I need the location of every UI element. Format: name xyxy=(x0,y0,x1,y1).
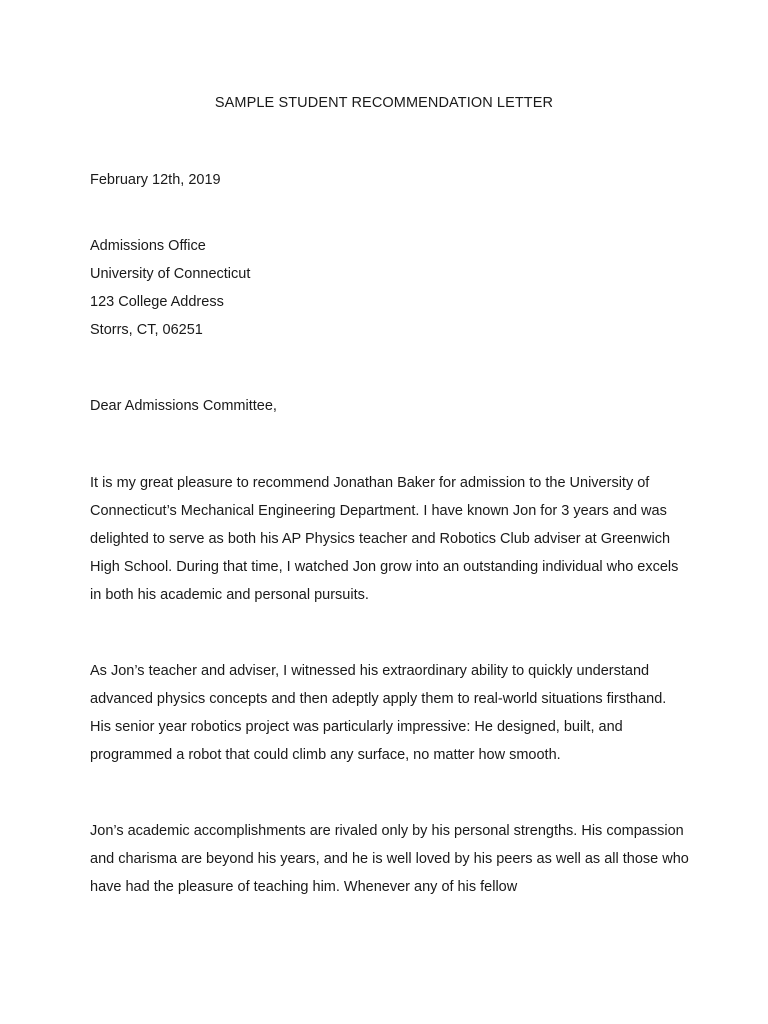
paragraph-1: It is my great pleasure to recommend Jonathan Baker for admission to the University of Connecticut’s Mechanical Engineering Department. I have known Jon for 3 years and was delighted to serve as both his AP Physics teacher and Robotics Club adviser at Greenwich High School. During that time, I watched Jon grow into an outstanding individual who excels in both his academic and personal pursuits. xyxy=(90,475,679,603)
address-line-1: Admissions Office xyxy=(90,238,206,254)
recipient-address xyxy=(90,232,690,344)
address-line-4: Storrs, CT, 06251 xyxy=(90,322,203,338)
letter-date: February 12th, 2019 xyxy=(90,172,221,188)
salutation: Dear Admissions Committee, xyxy=(90,398,277,414)
paragraph-3: Jon’s academic accomplishments are rivaled only by his personal strengths. His compassion and charisma are beyond his years, and he is well loved by his peers as well as all those who have had the pleasure of teaching him. Whenever any of his fellow xyxy=(90,823,689,895)
paragraph-2: As Jon’s teacher and adviser, I witnessed his extraordinary ability to quickly understand advanced physics concepts and then adeptly apply them to real-world situations firsthand. His senior year robotics project was particularly impressive: He designed, built, and programmed a robot that could climb any surface, no matter how smooth. xyxy=(90,663,667,763)
address-line-2: University of Connecticut xyxy=(90,266,251,282)
address-line-3: 123 College Address xyxy=(90,294,224,310)
letter-title: SAMPLE STUDENT RECOMMENDATION LETTER xyxy=(214,95,554,111)
